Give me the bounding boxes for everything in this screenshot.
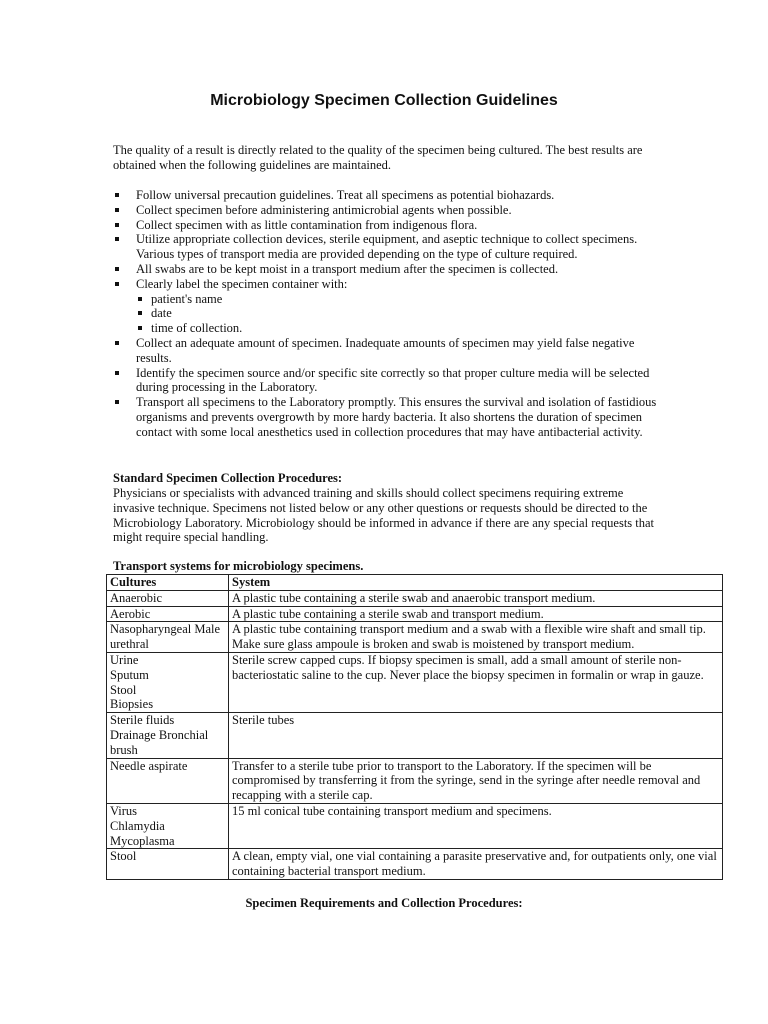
label-item: patient's name: [136, 292, 658, 307]
culture-cell: Anaerobic: [107, 590, 229, 606]
system-cell: A plastic tube containing transport medium and a swab with a flexible wire shaft and small tip. Make sure glass ampoule is broken and swab is moistened by transport medium.: [229, 622, 723, 653]
system-cell: A plastic tube containing a sterile swab and transport medium.: [229, 606, 723, 622]
culture-cell: Aerobic: [107, 606, 229, 622]
table-row: [107, 652, 723, 712]
table-row: [107, 590, 723, 606]
system-cell: 15 ml conical tube containing transport medium and specimens.: [229, 803, 723, 848]
guideline-item: Collect an adequate amount of specimen. Inadequate amounts of specimen may yield false negative results.: [113, 336, 658, 366]
system-cell: Transfer to a sterile tube prior to transport to the Laboratory. If the specimen will be compromised by transferring it from the syringe, send in the syringe after needle removal and recapping with a sterile cap.: [229, 758, 723, 803]
culture-cell: Nasopharyngeal Male urethral: [107, 622, 229, 653]
label-items-list: [136, 292, 658, 336]
label-item: date: [136, 306, 658, 321]
guideline-item: Utilize appropriate collection devices, sterile equipment, and aseptic technique to collect specimens. Various types of transport media are provided depending on the type of culture required.: [113, 232, 658, 262]
guideline-item: Follow universal precaution guidelines. Treat all specimens as potential biohazards.: [113, 188, 658, 203]
column-header-system: System: [229, 575, 723, 591]
guidelines-list: [113, 188, 658, 440]
guideline-item: Transport all specimens to the Laboratory promptly. This ensures the survival and isolation of fastidious organisms and prevents overgrowth by more hardy bacteria. It also shortens the duration of specimen contact with some local anesthetics used in collection procedures that may have antibacterial activity.: [113, 395, 658, 439]
table-row: [107, 713, 723, 758]
requirements-heading: Specimen Requirements and Collection Procedures:: [245, 896, 523, 910]
label-item: time of collection.: [136, 321, 658, 336]
culture-cell: Needle aspirate: [107, 758, 229, 803]
intro-paragraph: The quality of a result is directly related to the quality of the specimen being cultured. The best results are obtained when the following guidelines are maintained.: [113, 143, 643, 172]
guideline-item: Identify the specimen source and/or specific site correctly so that proper culture media will be selected during processing in the Laboratory.: [113, 366, 658, 396]
system-cell: Sterile tubes: [229, 713, 723, 758]
guideline-item: Clearly label the specimen container with: patient's name date time of collection.: [113, 277, 658, 336]
table-row: [107, 849, 723, 880]
table-row: [107, 622, 723, 653]
standard-procedures-text: Physicians or specialists with advanced training and skills should collect specimens requiring extreme invasive technique. Specimens not listed below or any other questions or requests should be directed to the Microbiology Laboratory. Microbiology should be informed in advance if there are any special requests that might require special handling.: [113, 486, 655, 545]
system-cell: Sterile screw capped cups. If biopsy specimen is small, add a small amount of sterile non-bacteriostatic saline to the cup. Never place the biopsy specimen in formalin or wrap in gauze.: [229, 652, 723, 712]
culture-cell: Virus Chlamydia Mycoplasma: [107, 803, 229, 848]
standard-procedures-heading: Standard Specimen Collection Procedures:: [113, 471, 343, 485]
guideline-item: Collect specimen with as little contamination from indigenous flora.: [113, 218, 658, 233]
guideline-item: Collect specimen before administering antimicrobial agents when possible.: [113, 203, 658, 218]
table-header-row: [107, 575, 723, 591]
culture-cell: Urine Sputum Stool Biopsies: [107, 652, 229, 712]
guideline-item: All swabs are to be kept moist in a transport medium after the specimen is collected.: [113, 262, 658, 277]
system-cell: A clean, empty vial, one vial containing a parasite preservative and, for outpatients only, one vial containing bacterial transport medium.: [229, 849, 723, 880]
table-row: [107, 803, 723, 848]
system-cell: A plastic tube containing a sterile swab and anaerobic transport medium.: [229, 590, 723, 606]
transport-table: [106, 574, 723, 880]
culture-cell: Stool: [107, 849, 229, 880]
column-header-cultures: Cultures: [107, 575, 229, 591]
table-row: [107, 758, 723, 803]
transport-heading: Transport systems for microbiology specimens.: [113, 559, 364, 573]
page-title: Microbiology Specimen Collection Guidelines: [210, 92, 558, 109]
table-row: [107, 606, 723, 622]
culture-cell: Sterile fluids Drainage Bronchial brush: [107, 713, 229, 758]
